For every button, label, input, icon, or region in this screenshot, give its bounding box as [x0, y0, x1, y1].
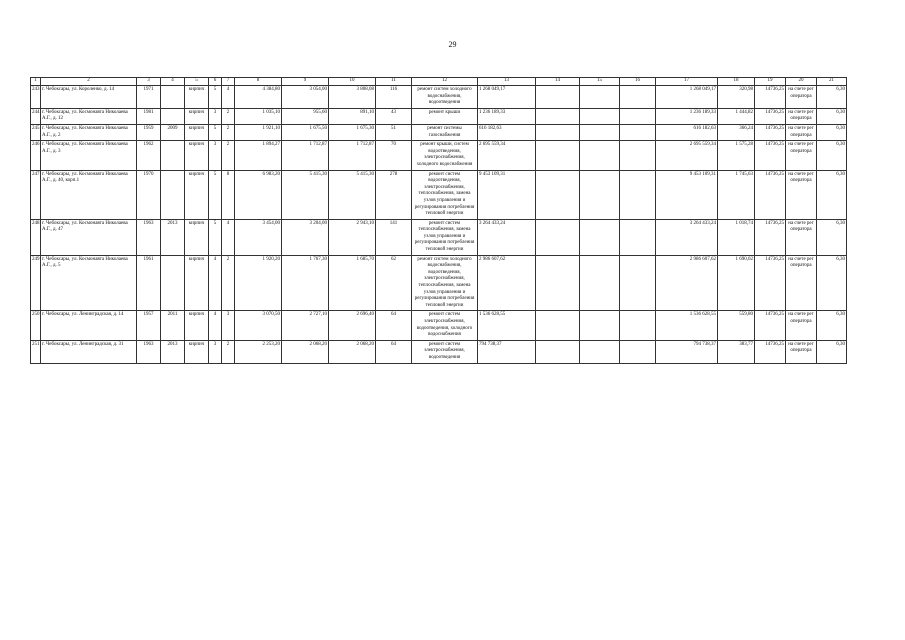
table-cell: 6,30	[817, 86, 847, 109]
table-cell: 1 675,50	[282, 124, 329, 140]
table-cell: 14736,25	[755, 219, 786, 255]
wall-material-cell: кирпич	[185, 311, 209, 340]
cost-cell: 2 986 607,62	[656, 255, 718, 311]
table-cell: 4	[222, 86, 235, 109]
address-cell: г. Чебоксары, ул. Космонавта Николаева А.Г., д. 2	[41, 124, 137, 140]
table-cell: 6,30	[817, 141, 847, 170]
table-cell	[580, 170, 620, 219]
total-cost-cell: 1 268 049,17	[478, 86, 536, 109]
work-type-cell: ремонт систем водоотведения, электроснабжения, теплоснабжения, замена узлов управления и регулирования потребления тепловой энергии	[412, 170, 478, 219]
address-cell: г. Чебоксары, ул. Короленко, д. 14	[41, 86, 137, 109]
table-cell	[536, 170, 580, 219]
table-cell: 1959	[137, 124, 161, 140]
table-cell: 1 920,20	[235, 255, 282, 311]
table-cell	[620, 340, 656, 363]
table-cell: 5	[209, 124, 222, 140]
table-cell: 116	[376, 86, 412, 109]
table-cell: 2	[222, 124, 235, 140]
column-number-header: 1	[31, 78, 41, 86]
wall-material-cell: кирпич	[185, 108, 209, 124]
table-cell: 43	[376, 108, 412, 124]
table-cell: 5	[209, 170, 222, 219]
table-cell: 1 685,70	[329, 255, 376, 311]
funding-source-cell: на счете рег оператора	[786, 311, 817, 340]
table-cell: 3 808,08	[329, 86, 376, 109]
table-cell	[536, 86, 580, 109]
funding-source-cell: на счете рег оператора	[786, 124, 817, 140]
table-cell: 2013	[161, 219, 185, 255]
row-number: 248	[31, 219, 41, 255]
cost-cell: 1 268 049,17	[656, 86, 718, 109]
table-row	[31, 340, 847, 363]
table-cell: 278	[376, 170, 412, 219]
column-number-header: 7	[222, 78, 235, 86]
column-number-header: 16	[620, 78, 656, 86]
work-type-cell: ремонт систем холодного водоснабжения, водоотведения	[412, 86, 478, 109]
column-number-header: 2	[41, 78, 137, 86]
table-cell: 366,24	[718, 124, 755, 140]
table-row	[31, 219, 847, 255]
table-cell: 1 035,10	[235, 108, 282, 124]
funding-source-cell: на счете рег оператора	[786, 219, 817, 255]
table-cell: 1 018,74	[718, 219, 755, 255]
funding-source-cell: на счете рег оператора	[786, 141, 817, 170]
total-cost-cell: 2 695 559,34	[478, 141, 536, 170]
wall-material-cell: кирпич	[185, 124, 209, 140]
column-number-header: 14	[536, 78, 580, 86]
table-cell: 891,10	[329, 108, 376, 124]
table-cell	[620, 86, 656, 109]
column-number-header: 13	[478, 78, 536, 86]
row-number: 245	[31, 124, 41, 140]
table-cell: 1 712,87	[329, 141, 376, 170]
table-cell: 1 690,02	[718, 255, 755, 311]
table-cell: 8	[222, 170, 235, 219]
table-row	[31, 86, 847, 109]
row-number: 243	[31, 86, 41, 109]
wall-material-cell: кирпич	[185, 86, 209, 109]
address-cell: г. Чебоксары, ул. Космонавта Николаева А.Г., д. 3	[41, 141, 137, 170]
table-cell: 64	[376, 311, 412, 340]
column-number-header: 6	[209, 78, 222, 86]
table-cell	[161, 86, 185, 109]
work-type-cell: ремонт крыши, систем водоотведения, электроснабжения, холодного водоснабжения	[412, 141, 478, 170]
table-cell	[620, 255, 656, 311]
table-cell: 383,77	[718, 340, 755, 363]
work-type-cell: ремонт крыши	[412, 108, 478, 124]
table-cell: 4	[209, 255, 222, 311]
table-cell	[580, 340, 620, 363]
column-number-header: 12	[412, 78, 478, 86]
address-cell: г. Чебоксары, ул. Космонавта Николаева А.Г., д. 5	[41, 255, 137, 311]
table-cell: 6,30	[817, 124, 847, 140]
column-number-header: 3	[137, 78, 161, 86]
table-cell	[161, 108, 185, 124]
wall-material-cell: кирпич	[185, 255, 209, 311]
table-cell	[580, 219, 620, 255]
table-cell	[580, 311, 620, 340]
table-cell: 6,30	[817, 170, 847, 219]
table-cell: 2	[222, 340, 235, 363]
table-cell	[580, 86, 620, 109]
wall-material-cell: кирпич	[185, 219, 209, 255]
table-cell	[161, 255, 185, 311]
table-cell: 14736,25	[755, 311, 786, 340]
cost-cell: 616 182,63	[656, 124, 718, 140]
work-type-cell: ремонт систем электроснабжения, водоотведения, холодного водоснабжения	[412, 311, 478, 340]
table-row	[31, 141, 847, 170]
table-cell: 2 068,20	[329, 340, 376, 363]
table-cell: 5 415,30	[329, 170, 376, 219]
column-number-header: 10	[329, 78, 376, 86]
table-cell: 3	[209, 141, 222, 170]
table-cell: 1962	[137, 141, 161, 170]
row-number: 246	[31, 141, 41, 170]
table-cell: 14736,25	[755, 141, 786, 170]
table-cell: 2 943,10	[329, 219, 376, 255]
table-cell	[536, 108, 580, 124]
table-cell: 5	[209, 86, 222, 109]
work-type-cell: ремонт систем теплоснабжения, замена узлов управления и регулирования потребления тепловой энергии	[412, 219, 478, 255]
address-cell: г. Чебоксары, ул. Ленинградская, д. 31	[41, 340, 137, 363]
table-cell	[580, 255, 620, 311]
table-cell: 3 070,50	[235, 311, 282, 340]
row-number: 247	[31, 170, 41, 219]
table-cell	[620, 108, 656, 124]
table-cell: 64	[376, 340, 412, 363]
table-cell: 1 444,82	[718, 108, 755, 124]
table-cell: 14736,25	[755, 124, 786, 140]
table-cell: 3	[209, 340, 222, 363]
table-cell: 14736,25	[755, 86, 786, 109]
row-number: 244	[31, 108, 41, 124]
address-cell: г. Чебоксары, ул. Ленинградская, д. 14	[41, 311, 137, 340]
funding-source-cell: на счете рег оператора	[786, 86, 817, 109]
table-cell: 4 384,80	[235, 86, 282, 109]
capital-repair-table	[30, 77, 847, 364]
funding-source-cell: на счете рег оператора	[786, 255, 817, 311]
table-cell	[161, 170, 185, 219]
cost-cell: 3 264 433,24	[656, 219, 718, 255]
cost-cell: 2 695 559,34	[656, 141, 718, 170]
table-cell: 1 921,10	[235, 124, 282, 140]
cost-cell: 9 453 109,31	[656, 170, 718, 219]
cost-cell: 1 536 628,55	[656, 311, 718, 340]
table-cell: 14736,25	[755, 255, 786, 311]
table-cell: 1 745,63	[718, 170, 755, 219]
total-cost-cell: 9 453 109,31	[478, 170, 536, 219]
table-row	[31, 170, 847, 219]
table-cell: 2011	[161, 311, 185, 340]
table-cell: 3	[222, 311, 235, 340]
table-cell: 2 253,20	[235, 340, 282, 363]
table-cell: 1963	[137, 219, 161, 255]
column-number-header: 18	[718, 78, 755, 86]
table-cell: 1 712,87	[282, 141, 329, 170]
table-cell: 70	[376, 141, 412, 170]
table-cell: 62	[376, 255, 412, 311]
table-cell: 6,30	[817, 108, 847, 124]
table-cell: 3 454,00	[235, 219, 282, 255]
table-cell: 2	[222, 255, 235, 311]
table-cell: 1961	[137, 255, 161, 311]
table-cell: 14736,25	[755, 170, 786, 219]
column-number-header: 20	[786, 78, 817, 86]
wall-material-cell: кирпич	[185, 340, 209, 363]
table-cell: 5	[209, 219, 222, 255]
column-number-header: 15	[580, 78, 620, 86]
column-numbers-row	[31, 78, 847, 86]
table-cell: 14736,25	[755, 108, 786, 124]
table-cell: 1970	[137, 170, 161, 219]
table-cell	[536, 141, 580, 170]
table-cell: 6,30	[817, 340, 847, 363]
column-number-header: 8	[235, 78, 282, 86]
table-cell: 2	[222, 108, 235, 124]
address-cell: г. Чебоксары, ул. Космонавта Николаева А.Г., д. 40, корп.1	[41, 170, 137, 219]
table-cell: 1957	[137, 311, 161, 340]
table-cell: 5 415,30	[282, 170, 329, 219]
table-cell: 2009	[161, 124, 185, 140]
table-cell	[161, 141, 185, 170]
table-cell	[536, 311, 580, 340]
table-cell: 1963	[137, 340, 161, 363]
table-cell: 4	[222, 219, 235, 255]
table-row	[31, 311, 847, 340]
column-number-header: 17	[656, 78, 718, 86]
table-cell: 2013	[161, 340, 185, 363]
table-cell	[620, 124, 656, 140]
total-cost-cell: 616 182,63	[478, 124, 536, 140]
table-cell: 6,30	[817, 255, 847, 311]
total-cost-cell: 1 236 189,33	[478, 108, 536, 124]
table-cell: 2 696,40	[329, 311, 376, 340]
table-cell: 3 054,00	[282, 86, 329, 109]
row-number: 250	[31, 311, 41, 340]
row-number: 249	[31, 255, 41, 311]
table-cell: 3	[209, 108, 222, 124]
table-row	[31, 124, 847, 140]
table-cell: 2 727,10	[282, 311, 329, 340]
table-cell: 51	[376, 124, 412, 140]
table-cell	[536, 340, 580, 363]
table-cell	[536, 255, 580, 311]
table-cell	[620, 170, 656, 219]
cost-cell: 1 236 189,33	[656, 108, 718, 124]
table-cell: 1 675,30	[329, 124, 376, 140]
wall-material-cell: кирпич	[185, 170, 209, 219]
address-cell: г. Чебоксары, ул. Космонавта Николаева А.Г., д. 12	[41, 108, 137, 124]
table-cell: 1981	[137, 108, 161, 124]
total-cost-cell: 1 536 628,55	[478, 311, 536, 340]
table-cell	[620, 311, 656, 340]
funding-source-cell: на счете рег оператора	[786, 340, 817, 363]
work-type-cell: ремонт систем холодного водоснабжения, водоотведения, электроснабжения, теплоснабжения, замена узлов управления и регулирования потребления тепловой энергии	[412, 255, 478, 311]
total-cost-cell: 794 738,37	[478, 340, 536, 363]
table-cell: 14736,25	[755, 340, 786, 363]
wall-material-cell: кирпич	[185, 141, 209, 170]
table-cell: 1 767,30	[282, 255, 329, 311]
table-cell: 4	[209, 311, 222, 340]
table-cell: 955,60	[282, 108, 329, 124]
table-cell: 6 983,20	[235, 170, 282, 219]
table-cell	[536, 124, 580, 140]
column-number-header: 19	[755, 78, 786, 86]
address-cell: г. Чебоксары, ул. Космонавта Николаева А.Г., д. 47	[41, 219, 137, 255]
table-cell: 1971	[137, 86, 161, 109]
table-cell: 2 068,20	[282, 340, 329, 363]
column-number-header: 9	[282, 78, 329, 86]
table-cell	[580, 124, 620, 140]
column-number-header: 4	[161, 78, 185, 86]
table-cell	[620, 141, 656, 170]
table-cell	[580, 141, 620, 170]
table-cell: 3 204,00	[282, 219, 329, 255]
table-row	[31, 108, 847, 124]
table-cell: 1 894,27	[235, 141, 282, 170]
column-number-header: 21	[817, 78, 847, 86]
table-cell: 559,80	[718, 311, 755, 340]
table-cell: 141	[376, 219, 412, 255]
row-number: 251	[31, 340, 41, 363]
table-cell	[580, 108, 620, 124]
funding-source-cell: на счете рег оператора	[786, 170, 817, 219]
page-number: 29	[448, 40, 457, 49]
table-cell: 320,98	[718, 86, 755, 109]
work-type-cell: ремонт систем электроснабжения, водоотведения	[412, 340, 478, 363]
table-cell	[620, 219, 656, 255]
table-cell: 6,30	[817, 311, 847, 340]
total-cost-cell: 3 264 433,24	[478, 219, 536, 255]
table-cell: 1 575,28	[718, 141, 755, 170]
table-cell: 2	[222, 141, 235, 170]
column-number-header: 5	[185, 78, 209, 86]
funding-source-cell: на счете рег оператора	[786, 108, 817, 124]
total-cost-cell: 2 986 607,62	[478, 255, 536, 311]
table-cell: 6,30	[817, 219, 847, 255]
column-number-header: 11	[376, 78, 412, 86]
work-type-cell: ремонт системы газоснабжения	[412, 124, 478, 140]
table-cell	[536, 219, 580, 255]
table-row	[31, 255, 847, 311]
cost-cell: 794 738,37	[656, 340, 718, 363]
